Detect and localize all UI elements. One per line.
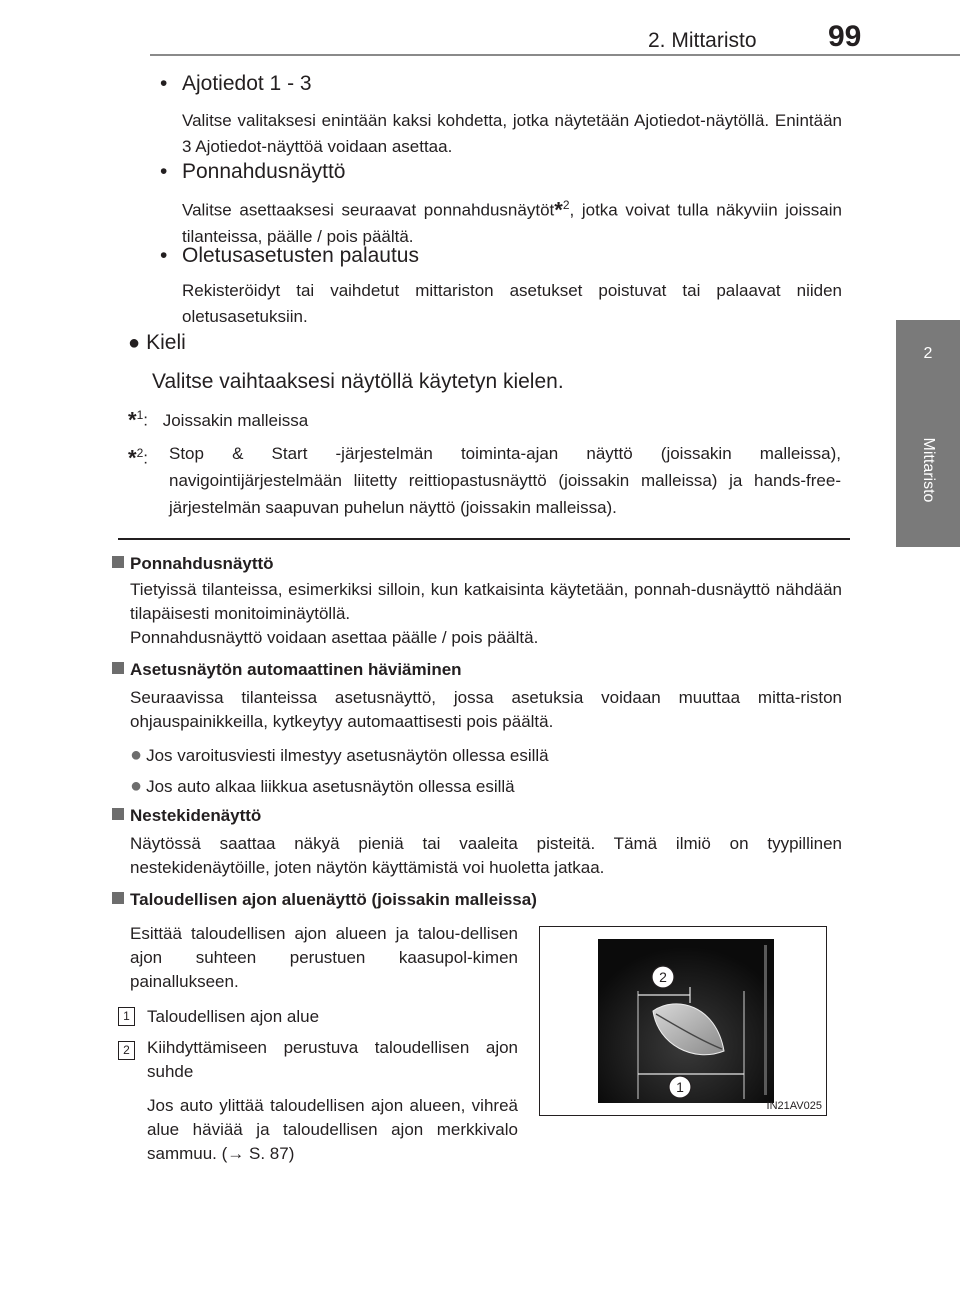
list-item-title: • Ponnahdusnäyttö (160, 160, 346, 183)
footnote-2-text: Stop & Start -järjestelmän toiminta-ajan näyttö (joissakin malleissa), navigointijärjestelmään liitetty reittiopastusnäyttö (joissakin malleissa) ja hands-free-järjestelmän saapuvan puhelun näyttö (joissakin malleissa). (169, 444, 841, 517)
numbered-item: 1 Taloudellisen ajon alue (118, 1004, 319, 1030)
note-paragraph: Ponnahdusnäyttö voidaan asettaa päälle / pois päältä. (130, 628, 539, 647)
note-paragraph: Tietyissä tilanteissa, esimerkiksi silloin, kun katkaisinta käytetään, ponnah-dusnäyttö nähdään tilapäisesti monitoiminäytöllä. (130, 580, 842, 623)
page-number: 99 (828, 20, 862, 53)
footnote-2-mark: *$^2$: (128, 445, 148, 471)
list-item-title: • Ajotiedot 1 - 3 (160, 72, 312, 95)
kieli-title: ● Kieli (128, 331, 186, 354)
note-paragraph: Esittää taloudellisen ajon alueen ja talou-dellisen ajon suhteen perustuen kaasupol-kimen painallukseen. (130, 924, 518, 991)
note-paragraph: Näytössä saattaa näkyä pieniä tai vaaleita pisteitä. Tämä ilmiö on tyypillinen nestekidenäytöille, joten näytön käyttämistä voi huoletta jatkaa. (130, 834, 842, 877)
list-item-text: Valitse valitaksesi enintään kaksi kohdetta, jotka näytetään Ajotiedot-näytöllä. Enintään 3 Ajotiedot-näyttöä voidaan asettaa. (182, 111, 842, 156)
list-item: ● Jos auto alkaa liikkua asetusnäytön ollessa esillä (130, 775, 515, 797)
footnote-1: *$^1$: Joissakin malleissa (128, 407, 309, 433)
callout-2: 2 (659, 969, 667, 985)
circle-bullet-icon: ● (130, 744, 143, 766)
callout-1: 1 (676, 1079, 684, 1095)
numbered-item-text: Kiihdyttämiseen perustuva taloudellisen ajon suhde (147, 1038, 518, 1081)
header-rule (150, 54, 960, 56)
note-heading: Nestekidenäyttö (112, 806, 261, 826)
figure-code: IN21AV025 (766, 1100, 822, 1112)
eco-zone-figure (539, 926, 827, 1116)
side-tab (896, 392, 960, 547)
note-paragraph: Seuraavissa tilanteissa asetusnäyttö, jossa asetuksia voidaan muuttaa mitta-riston ohjauspainikkeilla, kytkeytyy automaattisesti pois päältä. (130, 688, 842, 731)
chapter-title: 2. Mittaristo (648, 29, 757, 52)
side-tab-label: Mittaristo (920, 437, 937, 502)
square-bullet-icon (112, 556, 124, 568)
note-heading: Ponnahdusnäyttö (112, 554, 274, 574)
note-heading: Asetusnäytön automaattinen häviäminen (112, 660, 462, 680)
section-divider (118, 538, 850, 540)
callout-layer (540, 927, 826, 1115)
kieli-text: Valitse vaihtaaksesi näytöllä käytetyn kielen. (152, 370, 564, 393)
square-bullet-icon (112, 808, 124, 820)
list-item-text: Valitse asettaaksesi seuraavat ponnahdusnäytöt*$^2$, jotka voivat tulla näkyviin joissain tilanteissa, päälle / pois päältä. (182, 197, 842, 246)
square-bullet-icon (112, 892, 124, 904)
note-heading: Taloudellisen ajon aluenäyttö (joissakin malleissa) (112, 890, 537, 910)
side-tab-number: 2 (896, 320, 960, 392)
list-item: ● Jos varoitusviesti ilmestyy asetusnäytön ollessa esillä (130, 744, 549, 766)
numbered-item-number: 2 (118, 1038, 135, 1064)
list-item-title: • Oletusasetusten palautus (160, 244, 419, 267)
note-paragraph: Jos auto ylittää taloudellisen ajon alueen, vihreä alue häviää ja taloudellisen ajon merkkivalo sammuu. (→ S. 87) (147, 1096, 518, 1163)
circle-bullet-icon: ● (130, 775, 143, 797)
list-item-text: Rekisteröidyt tai vaihdetut mittariston asetukset poistuvat tai palaavat niiden oletusasetuksiin. (182, 281, 842, 326)
square-bullet-icon (112, 662, 124, 674)
